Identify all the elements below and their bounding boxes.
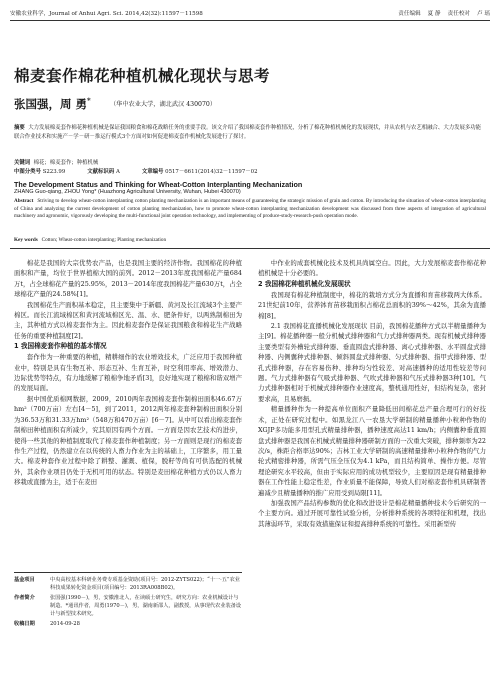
classification-meta (14, 168, 486, 177)
paper-title-en: The Development Status and Thinking for Wheat-Cotton Interplanting Mechanization (14, 180, 303, 189)
body-paragraph: 精量播种作为一种提高单位面积产量降低田间棉花总产量合理可行的好技术，正处在研究过程中。如黑龙江八一农垦大学研制的精量播种小粒种作物的XGJP多功能多用型孔式精量排种器，播种速度高达11 km/h；内侧囊种垂直圆盘式排种器是我国在机械式精量排种器研制方面的一次重大突破，排种频率为22次/s，株距合格率达90%；吉林工业大学研制的高速精量排种小粒种作物的气力轮式精密排种器，所需气压全压仅为4.1 kPa，而且结构简单、操作方便。尽管理论研究水平较高，但由于实际应用的成功机型较少，主要原因是现有精量排种器在工作性能上稳定性差，作业质量不能保障，导致人们对棉麦套作机具研制普遍减少且精量播种的推广应用受到局限[11]。 (258, 405, 486, 497)
abstract-en (14, 198, 486, 221)
abstract-en-text: Striving to develop wheat-cotton interplanting cotton planting mechanization is an important means of guaranteeing the strategic mission of grain and cotton. By introducing the situation of wheat-cotton interplanting of China and analyzing the current development of cotton planting mechanization, how to promote wheat-cotton interplanting mechanization development was discussed from three aspects of integration of agricultural machinery and agronomic, vigorously developing the multi-functional joint operation technology, and implementing of produce-study-research-push operation mode. (14, 198, 487, 220)
footnote-label: 基金项目 (14, 577, 35, 583)
paper-title: 棉麦套作棉花种植机械化现状与思考 (14, 67, 271, 85)
editor-name: 夏 静 (427, 11, 441, 17)
footnote-label: 收稿日期 (14, 621, 35, 627)
article-no-entry (142, 168, 258, 177)
body-column-right (258, 258, 486, 529)
keywords-en (14, 237, 486, 243)
affiliation: （华中农业大学，湖北武汉 430070） (110, 101, 217, 108)
header-rule (10, 20, 490, 21)
footnote-rule (14, 572, 242, 573)
body-paragraph: 棉花是我国的大宗优势农产品，也是我国主要的经济作物。我国棉花的种植面积和产量，均位于世界植棉大国的前列。2012－2013年度我国棉花产量684万t，占全球棉花产量的25.95%，2013－2014年度我国棉花产量630万t，占全球棉花产量的24.58%[1]。 (14, 259, 242, 299)
body-paragraph: 2.1 我国棉花直播机械化发展现状 目前，我国棉花播种方式以半精量播种为主[9]。棉花播种器一般分机械式排种器和气力式排种器两类。现有机械式排种器主要类型有外槽轮式排种器、垂直圆盘式排种器、离心式排种器、水平圆盘式排种器、内侧囊种式排种器、倾斜圆盘式排种器、匀式排种器、指甲式排种器、型孔式排种器，存在容易伤种、排种均匀性较差、对高速播种的适用性较差等问题。气力式排种器有气吸式排种器、气吹式排种器和气压式排种器3种[10]。气力式排种器相对于机械式排种器作业速度高，整机通用性好，但结构复杂，密封要求高，且易磨损。 (258, 322, 486, 403)
journal-citation: 安徽农业科学，Journal of Anhui Agri. Sci. 2014,42(32):11597－11598 (10, 11, 203, 17)
keywords-en-label: Key words (14, 237, 38, 243)
article-no-value: 0517－6611(2014)32－11597－02 (165, 169, 258, 175)
section-heading: 1 我国棉麦套作种植的基本情况 (14, 342, 107, 351)
body-paragraph: 套作作为一种重要的种植，精耕细作的农业增效技术，广泛应用于我国种植业中，特别是具有生物互补、形态互补、生育互补，时空利用率高、增效潜力、边际优势等特点，有力地缓解了粮棉争地矛盾[3]，良好地实现了粮棉和谐双增产的发展局面。 (14, 353, 242, 393)
proofreader-label: 责任校对 (447, 11, 471, 17)
footnote-item (14, 620, 242, 628)
footnote-text: 中央高校基本科研业务费专项基金资助(项目号：2012-ZYTS022)；“十一·五”农业科技成果转化资金项目(项目编号：2013RA008B02)。 (50, 577, 240, 591)
keywords-en-text: Cotton; Wheat-cotton interplanting; Planting mechanization (41, 237, 167, 243)
abstract-cn-label: 摘要 (14, 125, 25, 131)
footnote-text: 张国强(1990－)，男，安徽淮北人，在读硕士研究生，研究方向：农业机械设计与制造。*通讯作者，周勇(1970－)，男，湖南新邵人，副教授，从事现代农业装备设计与新型技术研究。 (50, 595, 242, 617)
body-paragraph: 我国现有棉花种植制度中，棉花的栽培方式分为直播和育苗移栽两大体系。21世纪前10年，营养钵育苗移栽面积占棉花总面积的39%～42%，其余为直播棉[8]。 (258, 290, 486, 320)
body-paragraph: 加强我国产品结构参数的优化和改进设计是棉花精量播种技术今后研究的一个主要方向。通过开展可靠性试验分析，分析排种系统的各项特征和机理，找出其薄弱环节，采取有效措施保证和提高排种系统的可靠性。采用新型传 (258, 498, 486, 528)
abstract-cn (14, 124, 486, 142)
doc-code-entry (87, 168, 120, 177)
footnotes (14, 576, 242, 630)
footnote-item (14, 594, 242, 618)
abstract-rule (10, 248, 490, 249)
body-paragraph: 我国棉花生产面积基本稳定，且主要集中于新疆、黄河及长江流域3个主要产棉区。而长江流域棉区和黄河流域棉区光、温、水、肥条件好，以两熟制棉田为主，其种植方式以棉麦套作为主。因此棉麦套作是保证我国粮食和棉花生产战略任务的重要种植制度[2]。 (14, 300, 242, 340)
authors (14, 96, 91, 112)
abstract-cn-text: 大力发展棉麦套作棉花种植机械是保证我国粮食和棉花战略任务的重要手段。该文介绍了我国棉麦套作种植情况，分析了棉花种植机械化的发展现状，并从农机与农艺相融合、大力发展多功能联合作业技术和实施产－学－研－推运行模式3个方面对如何促进棉麦套作机械化发展进行了探讨。 (14, 125, 482, 140)
keywords-cn-text: 棉花；棉麦套作；种植机械 (33, 160, 99, 166)
body-paragraph: 中作业的成套机械化技术及机具尚属空白。因此，大力发展棉麦套作棉花种植机械是十分必要的。 (258, 259, 486, 278)
author-names: 张国强，周 勇 (14, 97, 88, 111)
body-paragraph: 据中国优质棉网数据，2009，2010两年我国棉麦套作制棉田面积46.67万hm²（700万亩）左右[4－5]，到了2011，2012两年棉麦套种制棉田面积分别为36.53万和31.33万hm²（548万和470万亩）[6－7]。从中可以看出棉麦套作制棉田种植面积有所减少，究其原因有两个方面。一方面是因农艺技术的进步，使得一些其他的种植制度取代了棉麦套作种植制度；另一方面则是现行的棉麦套作生产过程，仍然建立在以传统的人畜力作业为主的基础上，工序繁多，用工量大。棉麦种套作业过程中除了耕整、灌溉、植保，脱籽等尚有可供选配的机械外，其余作业项目仍处于无机可用的状态。特别是麦田棉花种植方式仍以人畜力移栽或直播为主，适于在麦田 (14, 394, 242, 487)
editor-credits (398, 9, 490, 17)
doc-code-value: A (115, 169, 120, 175)
doc-code-label: 文献标识码 (87, 169, 115, 175)
footnote-text: 2014-09-28 (50, 621, 80, 627)
footnote-label: 作者简介 (14, 595, 35, 601)
footnote-item (14, 576, 242, 592)
article-no-label: 文章编号 (141, 169, 164, 175)
corresponding-mark: * (87, 96, 91, 106)
clc-value: S223.99 (42, 169, 66, 175)
proofreader-name: 卢 瑶 (477, 11, 490, 17)
authors-en: ZHANG Guo-qiang, ZHOU Yong* (Huazhong Agricultural University, Wuhan, Hubei 430070) (14, 189, 241, 195)
section-heading: 2 我国棉花种植机械化发展现状 (258, 279, 351, 288)
abstract-en-label: Abstract (14, 198, 34, 204)
running-head (10, 8, 490, 18)
keywords-cn (14, 159, 486, 168)
editor-label: 责任编辑 (398, 11, 421, 17)
clc-label: 中图分类号 (14, 169, 41, 175)
body-column-left (14, 258, 242, 488)
keywords-cn-label: 关键词 (14, 160, 31, 166)
clc-entry (14, 168, 65, 177)
